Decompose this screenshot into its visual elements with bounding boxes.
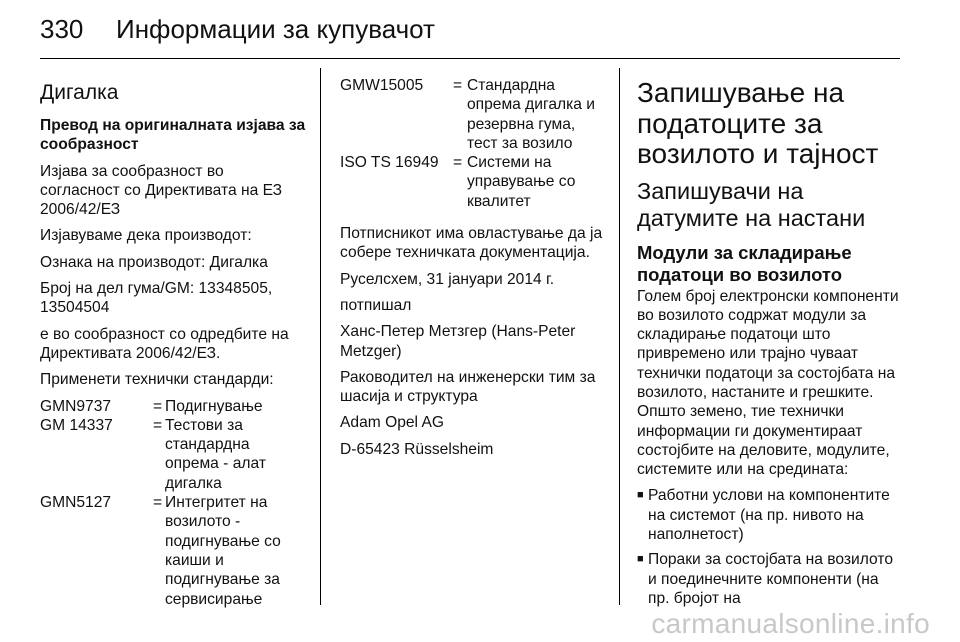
paragraph: потпишал: [340, 296, 412, 314]
section-subheading: Превод на оригиналната изјава за сообразност: [40, 117, 306, 154]
standard-description: Тестови за стандардна опрема - алат дигалка: [165, 416, 266, 492]
column-3: [637, 68, 903, 608]
section-heading-storage-modules: Модули за складирање податоци во возилото: [637, 241, 852, 285]
paragraph: D-65423 Rüsselsheim: [340, 440, 494, 458]
standard-code: GM 14337: [40, 416, 113, 434]
standard-code: GMW15005: [340, 77, 424, 94]
bullet-icon: ■: [637, 553, 644, 566]
column-2: [340, 76, 606, 466]
paragraph: Раководител на инженерски тим за шасија и структура: [340, 368, 596, 406]
paragraph: Adam Opel AG: [340, 414, 445, 432]
standard-separator: =: [153, 397, 163, 415]
column-1: [40, 68, 306, 609]
paragraph: Применети технички стандарди:: [40, 371, 274, 389]
standard-separator: =: [453, 154, 463, 172]
section-heading-jack: Дигалка: [40, 81, 119, 104]
paragraph: Изјавуваме дека производот:: [40, 227, 252, 245]
paragraph: Голем број електронски компоненти во возилото содржат модули за складирање податоци што привремено или трајно чуваат технички податоци за состојбата на возилото, настаните и грешките. Општо земено, тие технички информации ги документираат состојбите на деловите, модулите, системите или на средината:: [637, 287, 899, 479]
paragraph: Ознака на производот: Дигалка: [40, 253, 268, 271]
standard-separator: =: [153, 494, 163, 512]
list-item: [637, 550, 903, 608]
column-divider-2: [619, 68, 620, 605]
page-number: 330: [40, 14, 84, 44]
paragraph: е во сообразност со одредбите на Директивата 2006/42/ЕЗ.: [40, 325, 289, 362]
standard-code: ISO TS 16949: [340, 154, 439, 172]
paragraph: Изјава за сообразност во согласност со Директивата на ЕЗ 2006/42/ЕЗ: [40, 162, 283, 219]
list-item-text: Работни услови на компонентите на системот (на пр. нивото на наполнетост): [648, 487, 890, 544]
watermark: carmanualsonline.info: [651, 608, 930, 639]
header-divider: [40, 58, 900, 59]
standard-description: Интегритет на возилото - подигнување со каиши и подигнување за сервисирање: [165, 494, 281, 608]
standards-table: [40, 397, 306, 609]
paragraph: Потписникот има овластување да ја собере техничката документација.: [340, 225, 603, 262]
page-title: Информации за купувачот: [116, 14, 435, 44]
section-heading-data-privacy: Запишување на податоците за возилото и тајност: [637, 77, 879, 169]
paragraph: Број на дел гума/GM: 13348505, 13504504: [40, 280, 273, 317]
list-item: [637, 486, 903, 544]
standard-code: GMN5127: [40, 494, 112, 512]
standard-separator: =: [153, 416, 163, 434]
standard-code: GMN9737: [40, 397, 112, 415]
standard-separator: =: [453, 77, 463, 94]
bullet-icon: ■: [637, 489, 644, 502]
standard-description: Стандардна опрема дигалка и резервна гума, тест за возило: [467, 77, 595, 152]
paragraph: Ханс-Петер Метзгер (Hans-Peter Metzger): [340, 323, 576, 360]
list-item-text: Пораки за состојбата на возилото и поединечните компоненти (на пр. бројот на: [648, 551, 893, 607]
paragraph: Руселсхем, 31 јануари 2014 г.: [340, 270, 555, 288]
standards-table: [340, 76, 606, 211]
standard-description: Системи на управување со квалитет: [467, 154, 576, 210]
column-divider-1: [320, 68, 321, 605]
section-heading-event-recorders: Запишувачи на датумите на настани: [637, 177, 866, 231]
standard-description: Подигнување: [165, 397, 263, 415]
